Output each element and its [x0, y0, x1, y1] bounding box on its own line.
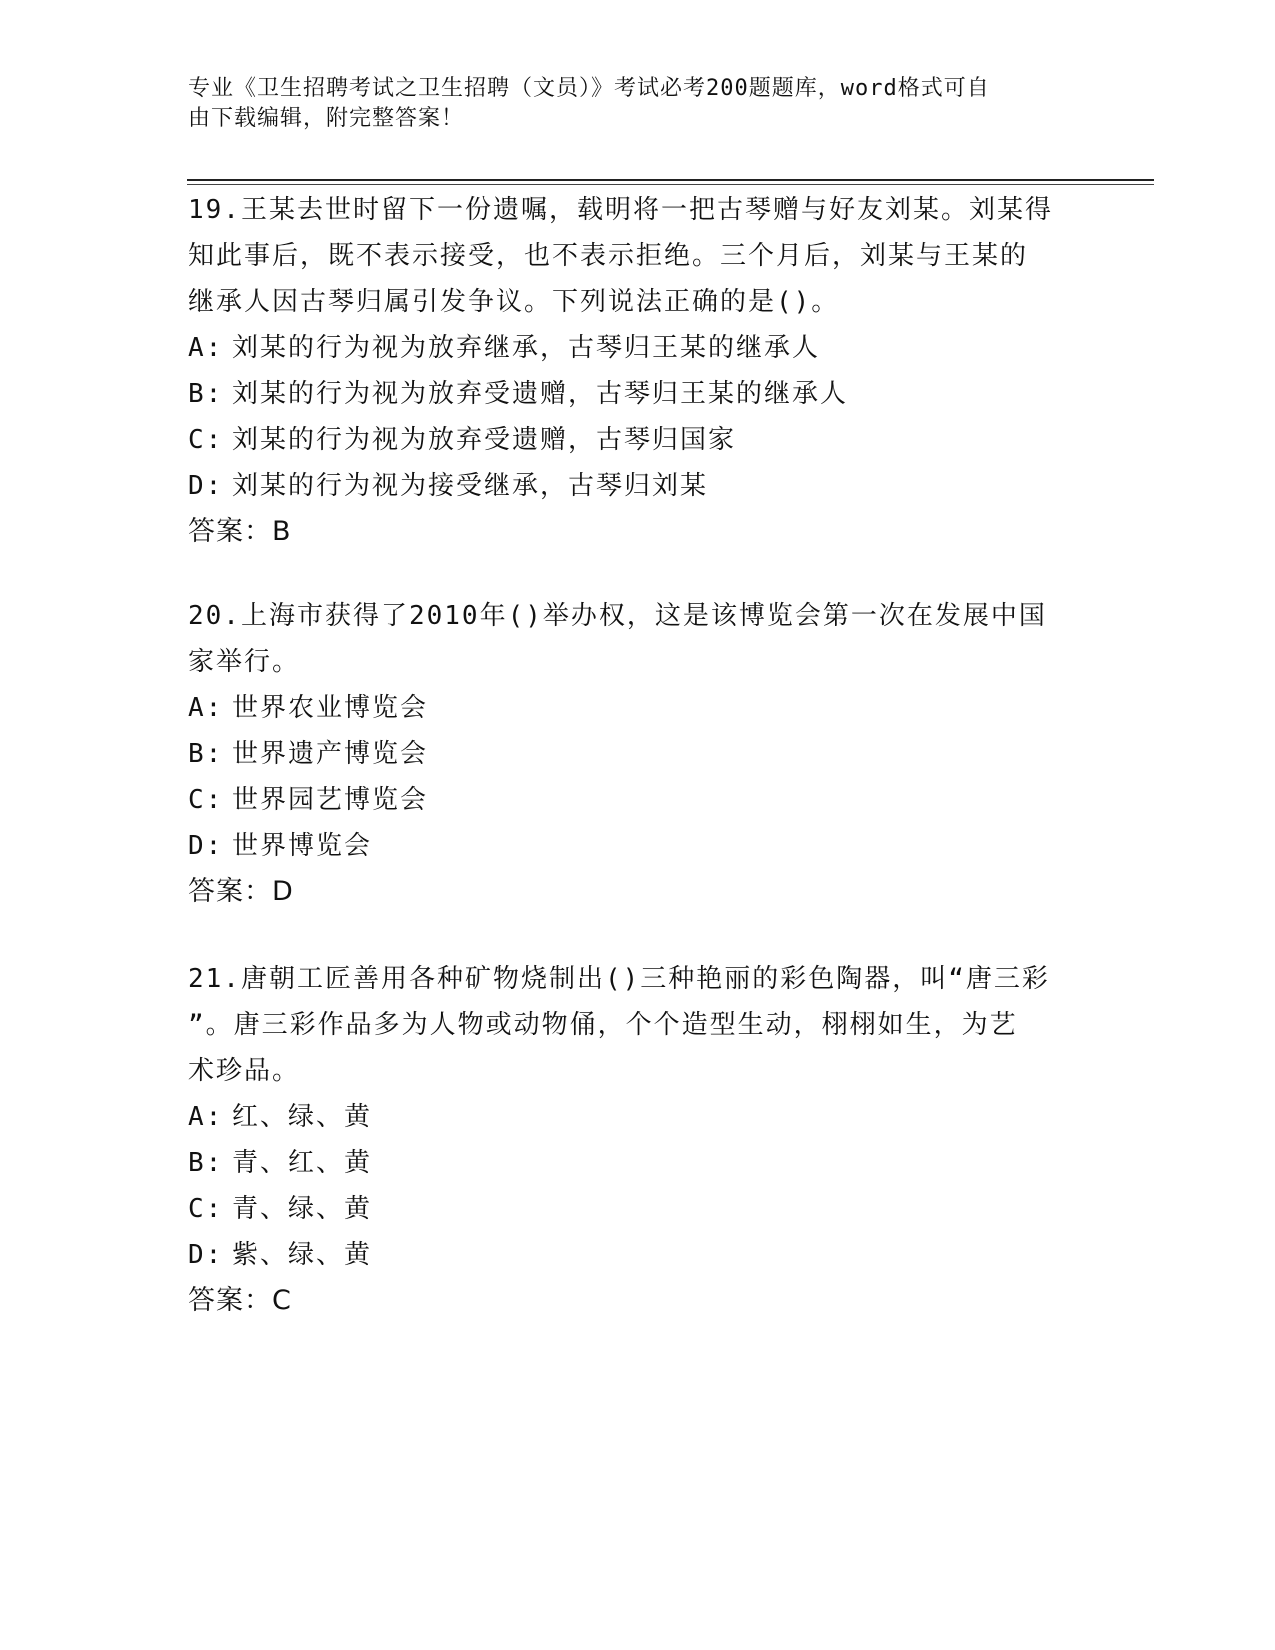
option-d — [188, 463, 1088, 509]
option-key: B: — [188, 739, 224, 769]
option-key: D: — [188, 1240, 224, 1270]
option-a — [188, 685, 1088, 731]
question-stem — [188, 187, 1088, 325]
option-text: 刘某的行为视为放弃受遗赠，古琴归王某的继承人 — [232, 379, 849, 409]
option-text: 刘某的行为视为放弃受遗赠，古琴归国家 — [232, 425, 737, 455]
stem-line: 继承人因古琴归属引发争议。下列说法正确的是()。 — [188, 287, 840, 317]
stem-line: 20.上海市获得了2010年()举办权，这是该博览会第一次在发展中国 — [188, 601, 1047, 631]
option-text: 刘某的行为视为接受继承，古琴归刘某 — [232, 471, 709, 501]
option-text: 紫、绿、黄 — [232, 1240, 373, 1270]
answer-label: 答案：D — [188, 876, 294, 907]
header-line-2: 由下载编辑，附完整答案！ — [188, 106, 465, 131]
header-line-1: 专业《卫生招聘考试之卫生招聘（文员）》考试必考200题题库，word格式可自 — [188, 76, 990, 101]
option-d — [188, 1232, 1088, 1278]
option-key: D: — [188, 471, 224, 501]
option-text: 世界遗产博览会 — [232, 739, 429, 769]
stem-line: ”。唐三彩作品多为人物或动物俑，个个造型生动，栩栩如生，为艺 — [188, 1010, 1018, 1040]
option-text: 青、红、黄 — [232, 1148, 373, 1178]
option-b — [188, 371, 1088, 417]
option-c — [188, 1186, 1088, 1232]
option-key: A: — [188, 333, 224, 363]
option-b — [188, 1140, 1088, 1186]
option-key: C: — [188, 1194, 224, 1224]
option-key: A: — [188, 1102, 224, 1132]
stem-line: 19.王某去世时留下一份遗嘱，载明将一把古琴赠与好友刘某。刘某得 — [188, 195, 1053, 225]
question-stem — [188, 956, 1088, 1094]
document-header — [188, 74, 1068, 134]
option-a — [188, 325, 1088, 371]
answer-label: 答案：C — [188, 1285, 292, 1316]
option-text: 红、绿、黄 — [232, 1102, 373, 1132]
option-d — [188, 823, 1088, 869]
option-key: B: — [188, 379, 224, 409]
option-text: 世界博览会 — [232, 831, 373, 861]
option-key: C: — [188, 785, 224, 815]
option-key: D: — [188, 831, 224, 861]
option-c — [188, 777, 1088, 823]
header-divider-thin — [187, 184, 1154, 185]
stem-line: 21.唐朝工匠善用各种矿物烧制出()三种艳丽的彩色陶器，叫“唐三彩 — [188, 964, 1050, 994]
option-text: 刘某的行为视为放弃继承，古琴归王某的继承人 — [232, 333, 821, 363]
stem-line: 家举行。 — [188, 647, 301, 677]
option-b — [188, 731, 1088, 777]
option-key: B: — [188, 1148, 224, 1178]
question-stem — [188, 593, 1088, 685]
option-c — [188, 417, 1088, 463]
stem-line: 知此事后，既不表示接受，也不表示拒绝。三个月后，刘某与王某的 — [188, 241, 1029, 271]
header-divider-thick — [187, 179, 1154, 181]
option-text: 世界园艺博览会 — [232, 785, 429, 815]
option-text: 世界农业博览会 — [232, 693, 429, 723]
option-key: C: — [188, 425, 224, 455]
stem-line: 术珍品。 — [188, 1056, 301, 1086]
option-a — [188, 1094, 1088, 1140]
answer-label: 答案：B — [188, 516, 292, 547]
question-19 — [188, 187, 1088, 555]
question-20 — [188, 593, 1088, 915]
question-21 — [188, 956, 1088, 1324]
option-key: A: — [188, 693, 224, 723]
option-text: 青、绿、黄 — [232, 1194, 373, 1224]
